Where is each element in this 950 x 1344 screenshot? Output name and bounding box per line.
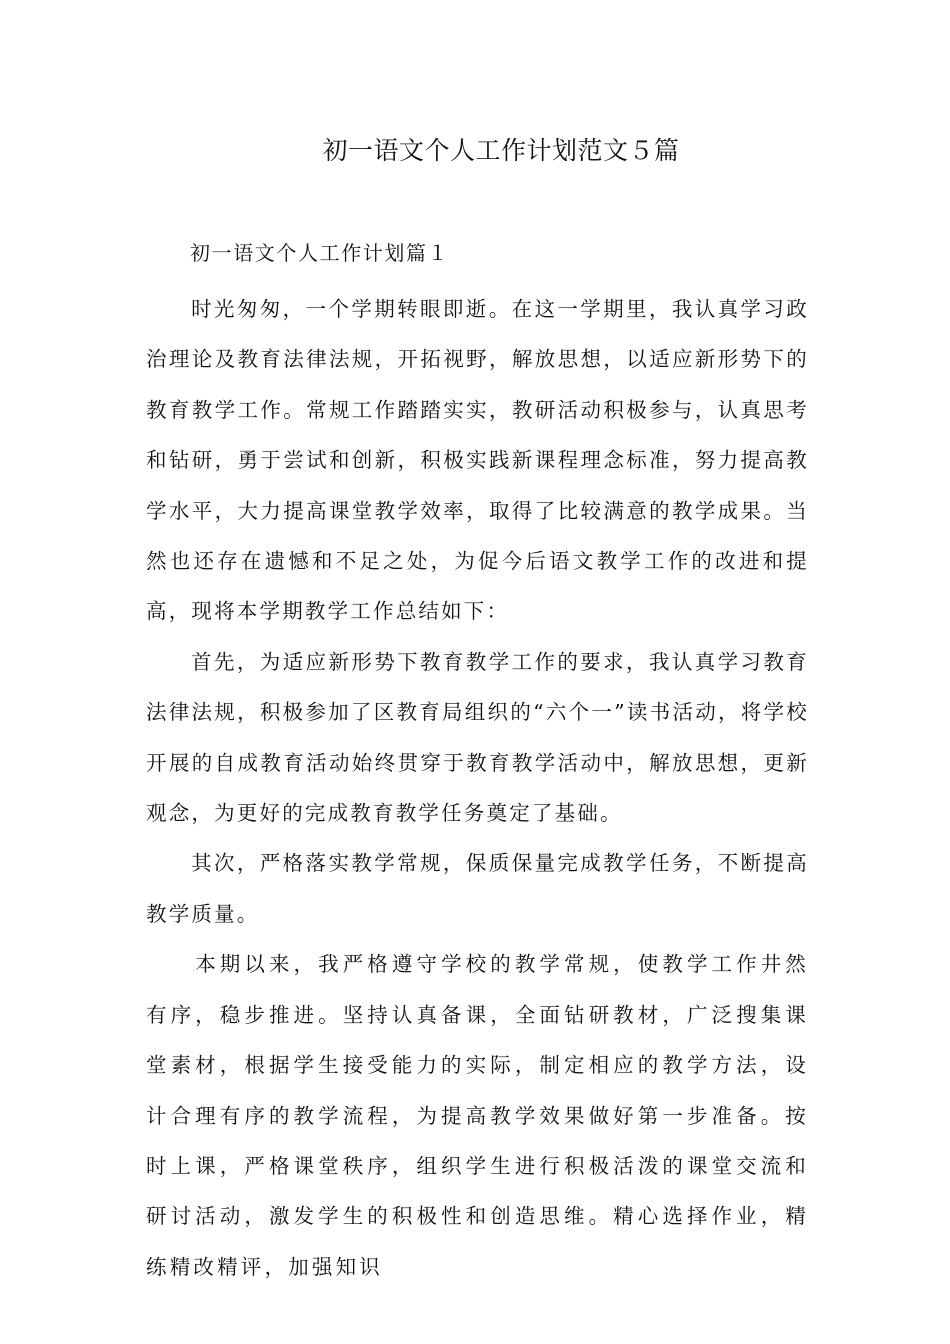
section-heading: 初一语文个人工作计划篇１ bbox=[190, 241, 450, 265]
paragraph-3: 其次，严格落实教学常规，保质保量完成教学任务，不断提高教学质量。 bbox=[146, 851, 809, 926]
paragraph-2: 首先，为适应新形势下教育教学工作的要求，我认真学习教育法律法规，积极参加了区教育局组织的“六个一”读书活动，将学校开展的自成教育活动始终贯穿于教育教学活动中，解放思想，更新观念，为更好的完成教育教学任务奠定了基础。 bbox=[146, 649, 809, 826]
document-body bbox=[146, 284, 809, 1292]
document-title: 初一语文个人工作计划范文５篇 bbox=[322, 136, 680, 165]
paragraph-4: 本期以来，我严格遵守学校的教学常规，使教学工作井然有序，稳步推进。坚持认真备课，全面钻研教材，广泛搜集课堂素材，根据学生接受能力的实际，制定相应的教学方法，设计合理有序的教学流程，为提高教学效果做好第一步准备。按时上课，严格课堂秩序，组织学生进行积极活泼的课堂交流和研讨活动，激发学生的积极性和创造思维。精心选择作业，精练精改精评，加强知识 bbox=[146, 952, 809, 1279]
paragraph-1: 时光匆匆，一个学期转眼即逝。在这一学期里，我认真学习政治理论及教育法律法规，开拓视野，解放思想，以适应新形势下的教育教学工作。常规工作踏踏实实，教研活动积极参与，认真思考和钻研，勇于尝试和创新，积极实践新课程理念标准，努力提高教学水平，大力提高课堂教学效率，取得了比较满意的教学成果。当然也还存在遗憾和不足之处，为促今后语文教学工作的改进和提高，现将本学期教学工作总结如下： bbox=[146, 297, 809, 624]
